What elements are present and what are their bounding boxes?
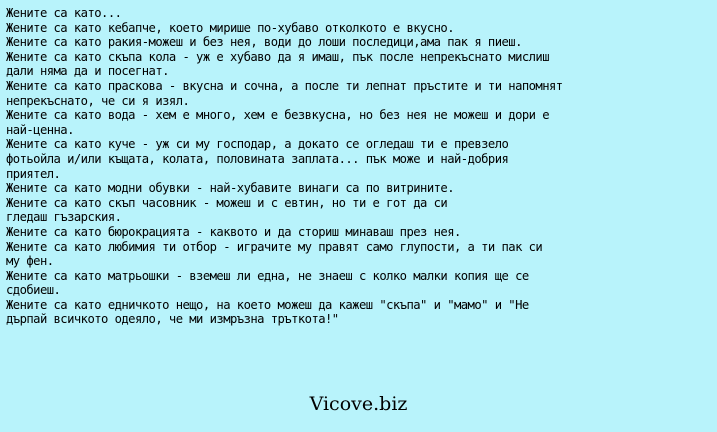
text-line: Жените са като...	[6, 6, 122, 20]
text-line: Жените са като модни обувки - най-хубавите винаги са по витрините.	[6, 181, 454, 196]
text-line: Жените са като ракия-можеш и без нея, води до лоши последици,ама пак я пиеш.	[6, 35, 522, 50]
text-line: Жените са като едничкото нещо, на което можеш да кажеш "скъпа" и "мамо" и "Не	[6, 297, 529, 312]
text-line: Жените са като любимия ти отбор - играчите му правят само глупости, а ти пак си	[6, 239, 543, 254]
text-line: фотьойла и/или къщата, колата, половината заплата... пък може и най-добрия	[6, 151, 509, 166]
text-line: гледаш гъзарския.	[6, 210, 122, 225]
text-line: приятел.	[6, 166, 61, 181]
joke-text-block	[6, 6, 711, 327]
text-line: Жените са като матрьошки - вземеш ли една, не знаеш с колко малки копия ще се	[6, 268, 529, 283]
text-line: дали няма да и посегнат.	[6, 64, 169, 79]
text-line: непрекъснато, че си я изял.	[6, 93, 190, 108]
text-line: Жените са като бюрокрацията - каквото и да сториш минаваш през нея.	[6, 224, 461, 239]
text-line: най-ценна.	[6, 122, 74, 137]
site-footer-label: Vicove.biz	[309, 393, 408, 415]
text-line: дърпай всичкото одеяло, че ми измръзна тръткота!"	[6, 312, 339, 327]
text-line: Жените са като скъпа кола - уж е хубаво да я имаш, пък после непрекъснато мислиш	[6, 49, 550, 64]
text-line: Жените са като куче - уж си му господар, а докато се огледаш ти е превзело	[6, 137, 509, 152]
text-line: Жените са като кебапче, което мирише по-хубаво отколкото е вкусно.	[6, 20, 454, 35]
text-line: му фен.	[6, 254, 54, 269]
text-line: Жените са като вода - хем е много, хем е безвкусна, но без нея не можеш и дори е	[6, 108, 550, 123]
text-line: Жените са като скъп часовник - можеш и с евтин, но ти е гот да си	[6, 195, 448, 210]
text-line: Жените са като праскова - вкусна и сочна, а после ти лепнат пръстите и ти напомнят	[6, 78, 563, 93]
text-line: сдобиеш.	[6, 283, 61, 298]
